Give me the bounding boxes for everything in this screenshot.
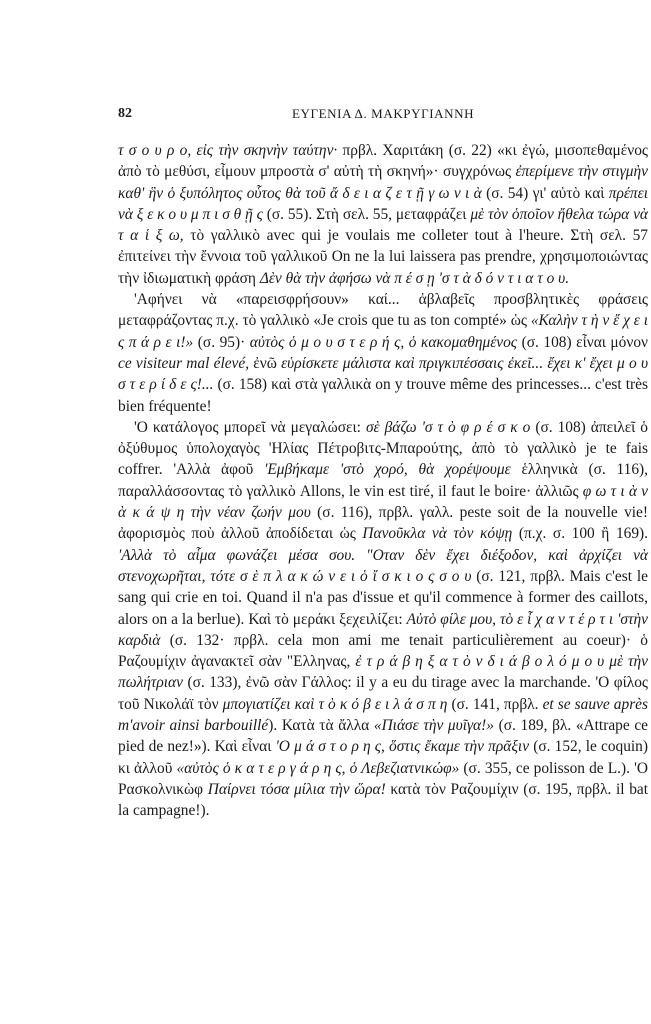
italic-run: σὲ βάζω 'σ τ ὸ φ ρ έ σ κ ο	[365, 418, 531, 436]
page-header	[118, 104, 651, 124]
italic-run: ἄ δ ε ι α ζ ε τ ῇ γ ω ν ι ὰ	[329, 184, 482, 202]
text-run: (σ. 116), πρβλ. γαλλ. peste soit de la nouvelle vie! ἀφορισμὸς ποὺ ἀλλοῦ ἀποδίδεται ὡς	[118, 504, 648, 543]
italic-run: Παίρνει τόσα μίλια τὴν ὥρα!	[207, 780, 386, 798]
italic-run: ἐ τ ρ ά β η ξ α τ ὸ ν δ ι ά β ο λ ό μ ο υ μὲ τὴν πωλήτριαν	[118, 653, 648, 692]
text-run: (σ. 132· πρβλ. cela mon ami me tenait particulièrement au coeur)· ὁ Ραζουμίχιν ἀγανακτεῖ σὰν "Ελληνας,	[118, 631, 648, 671]
text-run: ). Κατὰ τὰ ἄλλα	[268, 717, 374, 735]
italic-run: μπογιατίζει καὶ τ ὸ κ ό β ε ι λ ά σ π η	[222, 695, 448, 713]
text-run: (σ. 141, πρβλ.	[447, 695, 543, 713]
text-run: (σ. 95)·	[193, 333, 250, 351]
text-run: (σ. 121, πρβλ. Mais c'est le sang qui crie en toi. Quand il n'a pas d'issue et qu'il commence à former des caillots, alors on a la berlue). Καὶ τὸ μεράκι ξεχειλίζει:	[118, 567, 648, 628]
page-number: 82	[118, 106, 132, 121]
italic-run: «Καλὴν τ ὴ ν ἔ χ ε ι ς π ά ρ ε ι!»	[118, 312, 649, 351]
text-run: 'Ο κατάλογος μπορεῖ νὰ μεγαλώσει:	[134, 418, 366, 436]
italic-run: 'Εμβήκαμε 'στὸ χορό, θὰ χορέψουμε	[264, 461, 511, 479]
italic-run: ce visiteur mal élevé,	[118, 354, 250, 372]
text-run: τὸ γαλλικὸ avec qui je voulais me colleter tout à l'heure. Στὴ σελ. 57 ἐπιτείνει τὴν ἔννοια τοῦ γαλλικοῦ On ne la lui laissera pas prendre, χρησιμοποιώντας τὴν ἰδιωματικὴ φράση	[118, 227, 648, 287]
text-run: (σ. 108) ἀπειλεῖ ὁ ὀξύθυμος ὑπολοχαγὸς 'Ηλίας Πέτροβιτς-Μπαρούτης, ἀπὸ τὸ γαλλικὸ je te fais coffrer. 'Αλλὰ ἀφοῦ	[118, 418, 648, 479]
text-run: (π.χ. σ. 100 ἢ 169).	[512, 525, 648, 543]
italic-run: μὲ τὸν ὁποῖον ἤθελα τώρα νὰ τ α ἱ ξ ω,	[118, 205, 649, 245]
text-run: (σ. 55). Στὴ σελ. 55, μεταφράζει	[262, 205, 471, 223]
text-run: πρβλ. Χαριτάκη (σ. 22) «κι ἐγώ, μισοπεθαμένος ἀπὸ τὸ μεθύσι, εἶμουν μπροστὰ σ' αὐτὴ τὴ σκηνή»· συγχρόνως	[118, 142, 648, 181]
italic-run: τ σ ο υ ρ ο, εἰς τὴν σκηνὴν ταύτην·	[118, 142, 338, 159]
italic-run: Δὲν θὰ τὴν ἀφήσω νὰ π έ σ ῃ 'σ τ ὰ δ ό ν τ ι α τ ο υ.	[259, 269, 570, 287]
italic-run: «αὐτὸς ὁ κ α τ ε ρ γ ά ρ η ς, ὁ Λεβεζιατνικώφ»	[176, 759, 460, 777]
text-run: (σ. 133), ἐνῶ σὰν Γάλλος: il y a eu du tirage avec la marchande. 'Ο φίλος τοῦ Νικολάϊ τὸν	[118, 674, 648, 713]
text-run: (σ. 152, le coquin) κι ἀλλοῦ	[118, 738, 648, 777]
italic-run: Αὐτὸ φίλε μου, τὸ ε ἶ χ α ν τ έ ρ τ ι 'στὴν καρδιὰ	[118, 610, 648, 649]
italic-run: ἐπερίμενε τὴν στιγμὴν καθ' ἣν ὁ ξυπόλητος οὗτος θὰ τοῦ	[118, 163, 648, 202]
italic-run: πρέπει νὰ ξ ε κ ο υ μ π ι σ θ ῇ ς	[118, 184, 648, 223]
text-run: κατὰ τὸν Ραζουμίχιν (σ. 195, πρβλ. il bat la campagne!).	[118, 780, 648, 820]
italic-run: «Πιάσε τὴν μυῖγα!»	[373, 717, 494, 735]
italic-run: φ ω τ ι ὰ ν ὰ κ ά ψ η τὴν νέαν ζωήν μου	[118, 482, 648, 522]
paragraph-1	[118, 140, 648, 289]
text-run: (σ. 158) καὶ στὰ γαλλικὰ on y trouve même des princesses... c'est très bien fréquente!	[118, 376, 648, 415]
text-run: (σ. 108) εἶναι μόνον	[517, 333, 648, 351]
italic-run: et se sauve après m'avoir ainsi barbouillé	[118, 695, 648, 735]
italic-run: Πανοῦκλα νὰ τὸν κόψῃ	[362, 525, 513, 543]
text-run: ἐνῶ	[249, 354, 282, 372]
running-head: ΕΥΓΕΝΙΑ Δ. ΜΑΚΡΥΓΙΑΝΝΗ	[292, 106, 475, 121]
italic-run: εὑρίσκετε μάλιστα καὶ πριγκιπέσσαις ἐκεῖ... ἔχει κ' ἔχει μ ο υ σ τ ε ρ ί δ ε ς!...	[118, 354, 649, 394]
italic-run: 'Αλλὰ τὸ αἷμα φωνάζει μέσα σου. "Οταν δὲν ἔχει διέξοδον, καὶ ἀρχίζει νὰ στενοχωρῆται, τότε σ ὲ π λ α κ ώ ν ε ι ὁ ἴ σ κ ι ο ς σ ο υ	[118, 546, 648, 585]
text-run: 'Αφήνει νὰ «παρεισφρήσουν» καί... ἀβλαβεῖς προσβλητικὲς φράσεις μεταφράζοντας π.χ. τὸ γαλλικὸ «Je crois que tu as ton compté» ὡς	[118, 291, 648, 330]
text-run: (σ. 355, ce polisson de L.). 'Ο Ρασκολνικὼφ	[118, 759, 648, 798]
text-run: ἑλληνικὰ (σ. 116), παραλλάσσοντας τὸ γαλλικὸ Allons, le vin est tiré, il faut le boire· ἀλλιῶς	[118, 461, 648, 500]
text-run: (σ. 189, βλ. «Attrape ce pied de nez!»). Καὶ εἶναι	[118, 717, 648, 756]
italic-run: 'Ο μ ά σ τ ο ρ η ς, ὅστις ἔκαμε τὴν πρᾶξιν	[275, 738, 530, 756]
text-run: (σ. 54) γι' αὐτὸ καὶ	[481, 184, 609, 202]
body-text	[118, 140, 648, 822]
italic-run: αὐτὸς ὁ μ ο υ σ τ ε ρ ή ς, ὁ κακομαθημένος	[249, 333, 518, 351]
paragraph-2	[118, 289, 648, 417]
paragraph-3	[118, 417, 648, 822]
